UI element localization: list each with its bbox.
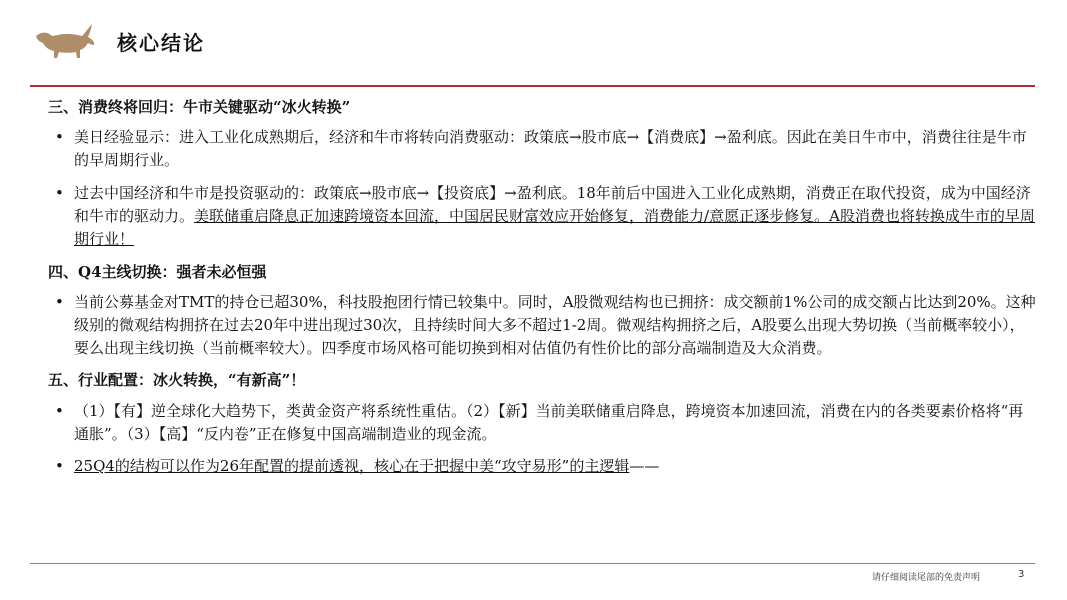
section-heading-industry-allocation: 五、行业配置：冰火转换，“有新高”！ — [48, 371, 306, 389]
section-heading-consumption: 三、消费终将回归：牛市关键驱动“冰火转换” — [48, 98, 351, 116]
bullet-you-xin-gao — [48, 400, 1038, 446]
bullet-tmt-crowding — [48, 291, 1038, 360]
bullet-dot: • — [55, 457, 64, 475]
bullet-text: 当前公募基金对TMT的持仓已超30%，科技股抱团行情已较集中。同时，A股微观结构也已拥挤：成交额前1%公司的成交额占比达到20%。这种级别的微观结构拥挤在过去20年中进出现过30次，且持续时间大多不超过1-2周。微观结构拥挤之后，A股要么出现大势切换（当前概率较小），要么出现主线切换（当前概率较大）。四季度市场风格可能切换到相对估值仍有性价比的部分高端制造及大众消费。 — [74, 293, 1036, 357]
bullet-dot: • — [55, 293, 64, 311]
page-header — [0, 0, 1067, 88]
bullet-text: （1）【有】逆全球化大趋势下，类黄金资产将系统性重估。（2）【新】当前美联储重启降息，跨境资本加速回流，消费在内的各类要素价格将“再通胀”。（3）【高】“反内卷”正在修复中国高端制造业的现金流。 — [74, 402, 1024, 443]
section-heading-q4-switch: 四、Q4主线切换：强者未必恒强 — [48, 263, 267, 281]
bullet-dot: • — [55, 184, 64, 202]
bullet-underlined-text: 美联储重启降息正加速跨境资本回流，中国居民财富效应开始修复，消费能力/意愿正逐步修复。A股消费也将转换成牛市的早周期行业！ — [74, 207, 1035, 248]
bullet-tail-dash: —— — [629, 457, 660, 475]
header-divider — [30, 85, 1035, 87]
bullet-25q4-structure — [48, 455, 1038, 478]
main-content — [48, 96, 1038, 478]
bullet-text: 美日经验显示：进入工业化成熟期后，经济和牛市将转向消费驱动：政策底→股市底→【消费底】→盈利底。因此在美日牛市中，消费往往是牛市的早周期行业。 — [74, 128, 1027, 169]
page-title: 核心结论 — [117, 31, 205, 55]
footer-divider — [30, 563, 1035, 564]
bullet-dot: • — [55, 402, 64, 420]
page-number: 3 — [1018, 569, 1025, 580]
bullet-china-investment-driven — [48, 182, 1038, 251]
bullet-underlined-text: 25Q4的结构可以作为26年配置的提前透视，核心在于把握中美“攻守易形”的主逻辑 — [74, 457, 630, 475]
bullet-us-japan-experience — [48, 126, 1038, 172]
bullet-text: 过去中国经济和牛市是投资驱动的：政策底→股市底→【投资底】→盈利底。18年前后中国进入工业化成熟期，消费正在取代投资，成为中国经济和牛市的驱动力。 — [74, 184, 1031, 225]
bull-logo-icon — [34, 22, 96, 62]
bullet-dot: • — [55, 128, 64, 146]
disclaimer-note: 请仔细阅读尾部的免责声明 — [872, 573, 981, 583]
